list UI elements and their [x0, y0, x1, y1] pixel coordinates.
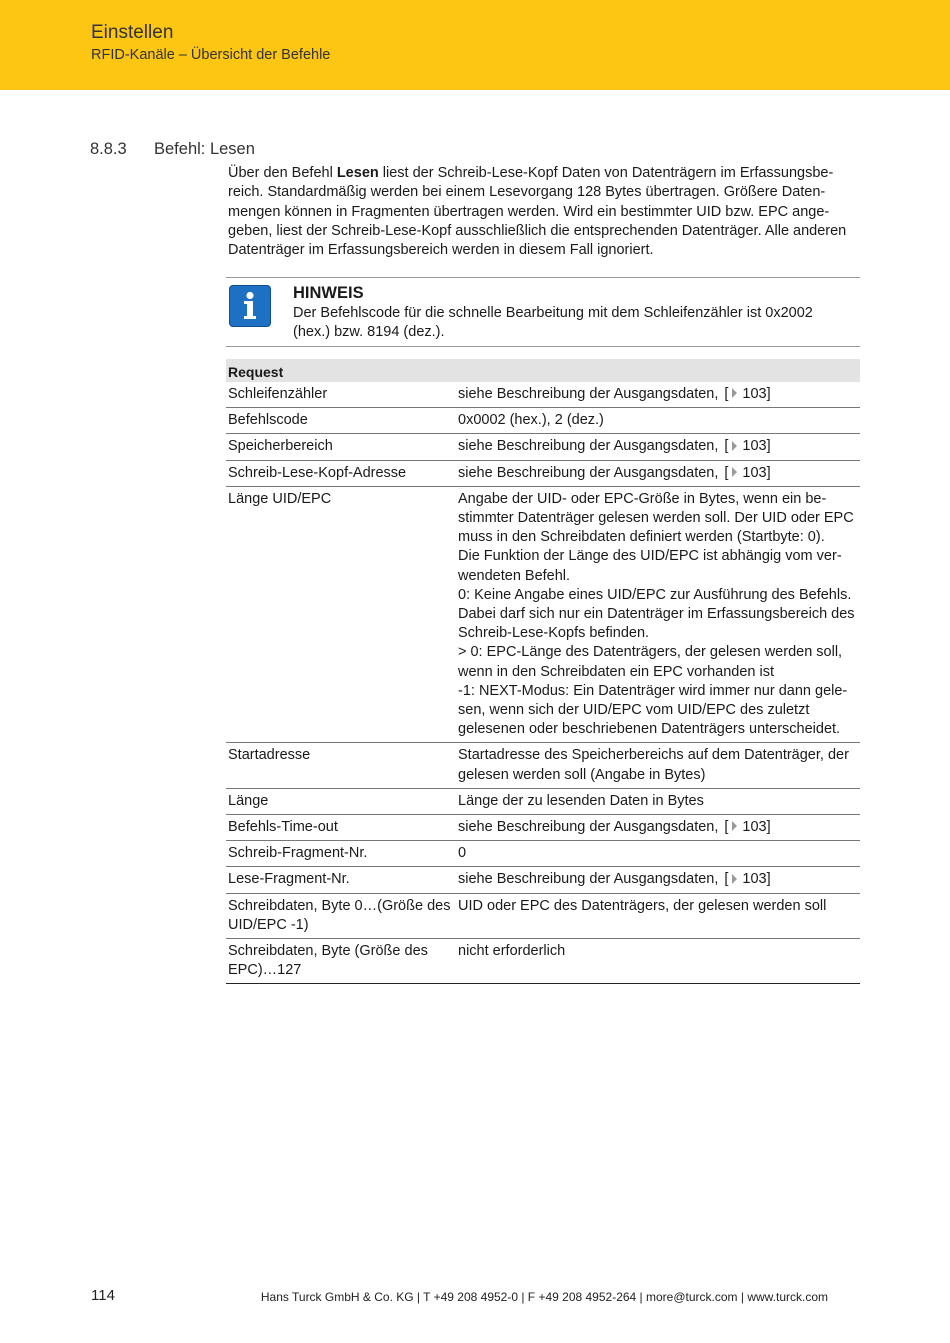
row-value [454, 408, 860, 434]
row-key: Schreib-Lese-Kopf-Adresse [226, 460, 454, 486]
row-key: Schreibdaten, Byte 0…(Größe des UID/EPC -1) [226, 893, 454, 938]
footer-company-info: Hans Turck GmbH & Co. KG | T +49 208 4952-0 | F +49 208 4952-264 | more@turck.com | www.turck.com [260, 1290, 828, 1304]
request-table [226, 359, 860, 984]
row-key: Befehls-Time-out [226, 815, 454, 841]
page-reference-link[interactable]: [ 103] [724, 438, 771, 455]
row-key: Startadresse [226, 743, 454, 788]
reference-arrow-icon [732, 874, 737, 884]
row-value-text: siehe Beschreibung der Ausgangsdaten, [458, 438, 719, 455]
row-key: Schleifenzähler [226, 382, 454, 408]
table-header-row [226, 359, 860, 382]
row-key: Lese-Fragment-Nr. [226, 867, 454, 893]
row-value [454, 743, 860, 788]
reference-page-number: 103 [742, 438, 767, 455]
row-value-text: nicht erforderlich [458, 943, 566, 960]
reference-page-number: 103 [742, 386, 767, 402]
row-value [454, 939, 860, 984]
row-value-text: 0x0002 (hex.), 2 (dez.) [458, 412, 604, 429]
table-row [226, 486, 860, 743]
row-value-text: Angabe der UID- oder EPC-Größe in Bytes, wenn ein bestimmter Datenträger gelesen werden soll. Der UID oder EPC muss in den Schreibdaten definiert werden (Startbyte: 0). Die Funktion der Länge des UID/EPC ist abhängig vom verwendeten Befehl. 0: Keine Angabe eines UID/EPC zur Ausführung des Befehls. Dabei darf sich nur ein Datenträger im Erfassungsbereich des Schreib-Lese-Kopfs befinden. > 0: EPC-Länge des Datenträgers, der gelesen werden soll, wenn in den Schreibdaten ein EPC vorhanden ist -1: NEXT-Modus: Ein Datenträger wird immer nur dann gelesen, wenn sich der UID/EPC vom UID/EPC des zuletzt gelesenen oder beschriebenen Datenträgers unterscheidet. [458, 490, 855, 738]
row-value-text: 0 [458, 845, 467, 862]
table-row [226, 382, 860, 408]
row-value [454, 434, 860, 460]
row-value [454, 486, 860, 743]
page-header [0, 0, 950, 90]
reference-arrow-icon [732, 821, 737, 831]
table-row [226, 434, 860, 460]
table-row [226, 939, 860, 984]
reference-arrow-icon [732, 467, 737, 477]
table-row [226, 841, 860, 867]
reference-page-number: 103 [742, 871, 767, 888]
info-icon [229, 285, 271, 327]
header-subtitle: RFID-Kanäle – Übersicht der Befehle [91, 47, 331, 63]
page-reference-link[interactable]: [ 103] [724, 464, 771, 481]
row-key: Länge UID/EPC [226, 486, 454, 743]
section-number: 8.8.3 [90, 140, 127, 158]
row-value [454, 841, 860, 867]
header-title: Einstellen [91, 22, 174, 43]
row-value [454, 893, 860, 938]
table-header: Request [226, 359, 860, 382]
row-value-text: siehe Beschreibung der Ausgangsdaten, [458, 464, 719, 481]
page-number: 114 [91, 1287, 115, 1304]
row-value [454, 788, 860, 814]
section-title: Befehl: Lesen [154, 140, 255, 158]
reference-arrow-icon [732, 388, 737, 398]
reference-page-number: 103 [742, 464, 767, 481]
intro-command-name: Lesen [336, 165, 379, 181]
row-value [454, 460, 860, 486]
row-value-text: Startadresse des Speicherbereichs auf dem Datenträger, der gelesen werden soll (Angabe in Bytes) [458, 747, 849, 783]
row-key: Schreib-Fragment-Nr. [226, 841, 454, 867]
reference-page-number: 103 [742, 819, 767, 836]
row-value-text: siehe Beschreibung der Ausgangsdaten, [458, 386, 719, 402]
table-row [226, 743, 860, 788]
table-row [226, 408, 860, 434]
note-text: Der Befehlscode für die schnelle Bearbeitung mit dem Schleifenzähler ist 0x2002 (hex.) bzw. 8194 (dez.). [293, 305, 813, 340]
note-box [226, 277, 860, 347]
row-key: Schreibdaten, Byte (Größe des EPC)…127 [226, 939, 454, 984]
table-row [226, 893, 860, 938]
row-value [454, 815, 860, 841]
row-key: Speicherbereich [226, 434, 454, 460]
reference-arrow-icon [732, 441, 737, 451]
table-row [226, 788, 860, 814]
row-value-text: siehe Beschreibung der Ausgangsdaten, [458, 819, 719, 836]
note-heading: HINWEIS [293, 284, 364, 302]
page-reference-link[interactable]: [ 103] [724, 386, 771, 402]
table-row [226, 815, 860, 841]
row-value-text: siehe Beschreibung der Ausgangsdaten, [458, 871, 719, 888]
row-key: Länge [226, 788, 454, 814]
row-key: Befehlscode [226, 408, 454, 434]
table-row [226, 460, 860, 486]
row-value-text: UID oder EPC des Datenträgers, der gelesen werden soll [458, 897, 827, 914]
intro-paragraph [228, 164, 856, 260]
page-reference-link[interactable]: [ 103] [724, 819, 771, 836]
page-reference-link[interactable]: [ 103] [724, 871, 771, 888]
table-row [226, 867, 860, 893]
row-value-text: Länge der zu lesenden Daten in Bytes [458, 792, 704, 809]
table-body [226, 382, 860, 984]
row-value [454, 867, 860, 893]
intro-text-2: liest der Schreib-Lese-Kopf Daten von Datenträgern im Erfassungsbereich. Standardmäßig werden bei einem Lesevorgang 128 Bytes übertragen. Größere Datenmengen können in Fragmenten übertragen werden. Wird ein bestimmter UID bzw. EPC angegeben, liest der Schreib-Lese-Kopf ausschließlich die entsprechenden Datenträger. Alle anderen Datenträger im Erfassungsbereich werden in diesem Fall ignoriert. [228, 165, 847, 259]
intro-text-1: Über den Befehl [228, 165, 337, 181]
row-value [454, 382, 860, 408]
